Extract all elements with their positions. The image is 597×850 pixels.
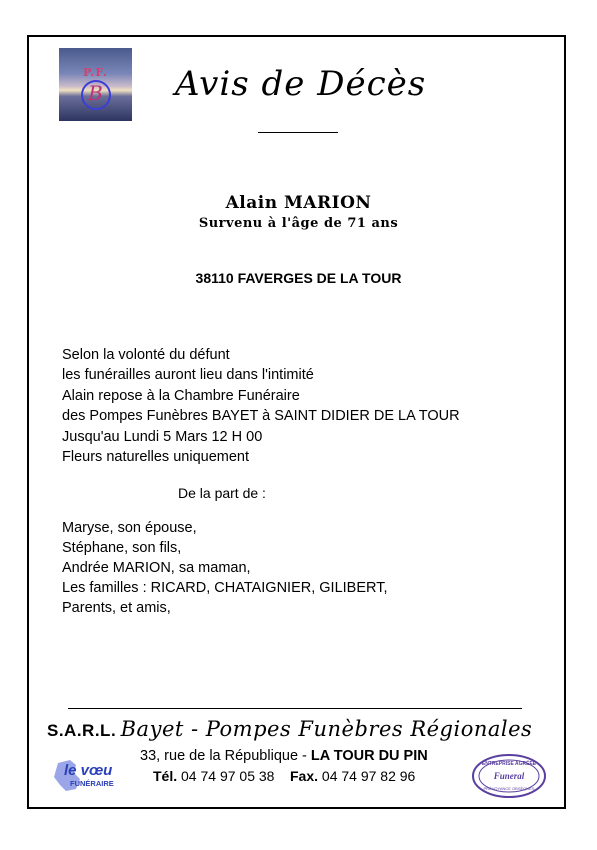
logo-letters: P.F. (83, 66, 108, 79)
footer-divider (68, 708, 522, 709)
page-title: Avis de Décès (175, 64, 427, 104)
message-block (62, 345, 460, 467)
voeu-logo-sub: FUNÉRAIRE (70, 779, 114, 788)
message-line: Fleurs naturelles uniquement (62, 449, 249, 466)
logo-monogram: B (88, 81, 103, 105)
from-label: De la part de : (178, 485, 266, 501)
footer-address (140, 748, 428, 764)
deceased-place: 38110 FAVERGES DE LA TOUR (195, 270, 402, 286)
footer-phones (153, 768, 415, 784)
message-line: des Pompes Funèbres BAYET à SAINT DIDIER DE LA TOUR (62, 408, 460, 425)
deceased-age: Survenu à l'âge de 71 ans (198, 216, 399, 231)
footer-company (47, 717, 532, 741)
title-divider (258, 132, 338, 133)
message-line: Alain repose à la Chambre Funéraire (62, 387, 300, 404)
voeu-logo-text: le vœu (64, 762, 113, 779)
pf-bayet-logo (59, 48, 132, 121)
deceased-name: Alain MARION (225, 193, 372, 213)
fax-number: 04 74 97 82 96 (321, 768, 416, 784)
address-city: LA TOUR DU PIN (310, 748, 428, 764)
message-line: Jusqu'au Lundi 5 Mars 12 H 00 (62, 428, 263, 445)
badge-bottom-text: PRÉVOYANCE OBSÈQUES (483, 786, 535, 791)
le-voeu-funeraire-logo (50, 755, 130, 795)
company-type: S.A.R.L. (47, 721, 117, 740)
message-line: Selon la volonté du défunt (62, 347, 230, 363)
family-line: Maryse, son épouse, (62, 520, 197, 536)
address-street: 33, rue de la République - (140, 748, 311, 764)
tel-number: 04 74 97 05 38 (181, 768, 275, 784)
family-line: Les familles : RICARD, CHATAIGNIER, GILIBERT, (62, 580, 388, 596)
family-line: Stéphane, son fils, (62, 540, 182, 556)
tel-label: Tél. (153, 768, 178, 784)
fax-label: Fax. (290, 768, 319, 784)
family-line: Andrée MARION, sa maman, (62, 560, 251, 576)
company-name: Bayet - Pompes Funèbres Régionales (120, 717, 533, 741)
entreprise-agreee-badge (471, 753, 547, 799)
badge-mid-text: Funeral (493, 771, 525, 781)
family-line: Parents, et amis, (62, 600, 171, 616)
family-block (62, 518, 388, 618)
message-line: les funérailles auront lieu dans l'intimité (62, 367, 314, 384)
badge-top-text: ENTREPRISE AGRÉÉE (481, 761, 537, 767)
